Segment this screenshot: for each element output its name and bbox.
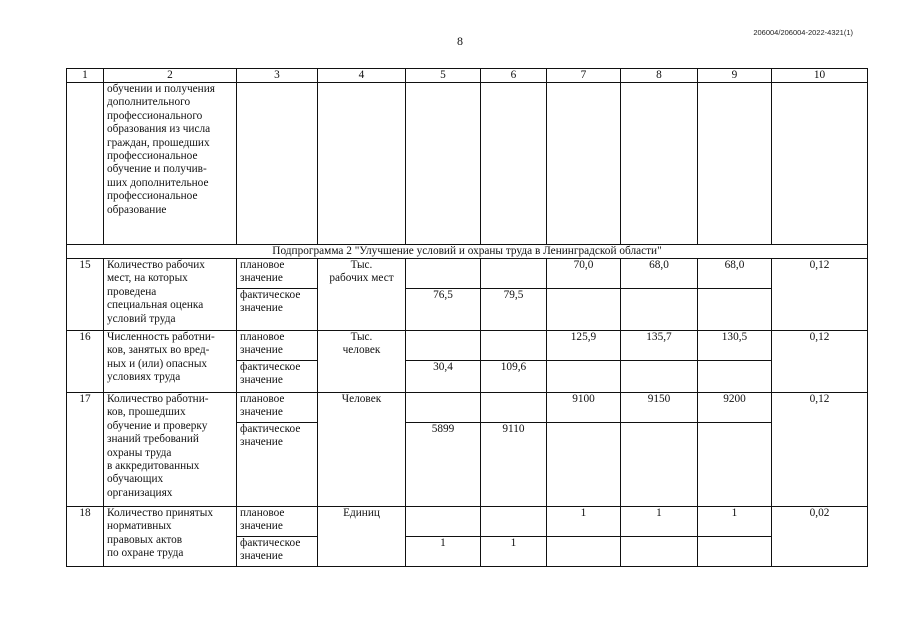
value-cell: 30,4 bbox=[406, 361, 481, 393]
value-cell: 9150 bbox=[621, 393, 698, 423]
column-number: 6 bbox=[481, 69, 547, 83]
value-cell bbox=[547, 289, 621, 331]
value-cell: 109,6 bbox=[481, 361, 547, 393]
value-cell bbox=[621, 537, 698, 567]
fact-label: фактическое значение bbox=[237, 361, 318, 393]
column-number: 5 bbox=[406, 69, 481, 83]
column-number: 2 bbox=[104, 69, 237, 83]
subprogram-title: Подпрограмма 2 "Улучшение условий и охраны труда в Ленинградской области" bbox=[67, 245, 868, 259]
document-code: 206004/206004-2022-4321(1) bbox=[753, 28, 853, 37]
unit: Тыс. рабочих мест bbox=[318, 259, 406, 331]
value-cell: 9110 bbox=[481, 423, 547, 507]
column-number: 7 bbox=[547, 69, 621, 83]
value-cell: 125,9 bbox=[547, 331, 621, 361]
indicator-name: обучении и получения дополнительного профессионального образования из числа граждан, прошедших профессиональное обучение и получив- ших дополнительное профессиональное образование bbox=[104, 83, 237, 245]
indicator-name: Количество рабочих мест, на которых проведена специальная оценка условий труда bbox=[104, 259, 237, 331]
plan-label: плановое значение bbox=[237, 259, 318, 289]
fact-label: фактическое значение bbox=[237, 289, 318, 331]
value-cell bbox=[621, 361, 698, 393]
value-cell: 68,0 bbox=[698, 259, 772, 289]
value-cell bbox=[481, 331, 547, 361]
value-cell bbox=[547, 361, 621, 393]
plan-label: плановое значение bbox=[237, 393, 318, 423]
indicator-name: Количество работни- ков, прошедших обучение и проверку знаний требований охраны труда в аккредитованных обучающих организациях bbox=[104, 393, 237, 507]
table-row bbox=[67, 393, 868, 423]
row-number: 18 bbox=[67, 507, 104, 567]
column-number: 10 bbox=[772, 69, 868, 83]
value-cell: 9100 bbox=[547, 393, 621, 423]
plan-label: плановое значение bbox=[237, 507, 318, 537]
indicator-name: Численность работни- ков, занятых во вред- ных и (или) опасных условиях труда bbox=[104, 331, 237, 393]
value-cell: 130,5 bbox=[698, 331, 772, 361]
column-number: 3 bbox=[237, 69, 318, 83]
value-cell: 68,0 bbox=[621, 259, 698, 289]
value-cell bbox=[547, 423, 621, 507]
value-cell: 135,7 bbox=[621, 331, 698, 361]
value-cell bbox=[698, 537, 772, 567]
unit: Человек bbox=[318, 393, 406, 507]
table-row bbox=[67, 507, 868, 537]
weight-cell: 0,12 bbox=[772, 393, 868, 507]
value-cell bbox=[406, 393, 481, 423]
value-cell bbox=[547, 537, 621, 567]
value-cell bbox=[481, 393, 547, 423]
value-cell bbox=[481, 259, 547, 289]
value-cell: 1 bbox=[547, 507, 621, 537]
value-cell bbox=[621, 423, 698, 507]
fact-label: фактическое значение bbox=[237, 537, 318, 567]
value-cell: 9200 bbox=[698, 393, 772, 423]
value-cell bbox=[481, 507, 547, 537]
value-cell: 76,5 bbox=[406, 289, 481, 331]
column-number: 8 bbox=[621, 69, 698, 83]
column-number: 1 bbox=[67, 69, 104, 83]
column-number: 9 bbox=[698, 69, 772, 83]
value-cell: 1 bbox=[481, 537, 547, 567]
value-cell: 1 bbox=[406, 537, 481, 567]
column-numbers-row bbox=[67, 69, 868, 83]
table-row bbox=[67, 259, 868, 289]
value-cell bbox=[698, 361, 772, 393]
value-cell: 70,0 bbox=[547, 259, 621, 289]
row-number: 15 bbox=[67, 259, 104, 331]
row-number: 17 bbox=[67, 393, 104, 507]
subprogram-row bbox=[67, 245, 868, 259]
fact-label: фактическое значение bbox=[237, 423, 318, 507]
value-cell bbox=[698, 423, 772, 507]
column-number: 4 bbox=[318, 69, 406, 83]
value-cell: 5899 bbox=[406, 423, 481, 507]
unit: Единиц bbox=[318, 507, 406, 567]
weight-cell: 0,02 bbox=[772, 507, 868, 567]
page-number: 8 bbox=[457, 34, 463, 48]
value-cell bbox=[406, 507, 481, 537]
plan-label: плановое значение bbox=[237, 331, 318, 361]
value-cell bbox=[406, 259, 481, 289]
value-cell: 1 bbox=[698, 507, 772, 537]
weight-cell: 0,12 bbox=[772, 259, 868, 331]
indicators-table bbox=[66, 68, 868, 567]
unit: Тыс. человек bbox=[318, 331, 406, 393]
weight-cell: 0,12 bbox=[772, 331, 868, 393]
continued-row bbox=[67, 83, 868, 245]
value-cell bbox=[698, 289, 772, 331]
value-cell: 1 bbox=[621, 507, 698, 537]
value-cell bbox=[621, 289, 698, 331]
row-number: 16 bbox=[67, 331, 104, 393]
table-row bbox=[67, 331, 868, 361]
value-cell bbox=[406, 331, 481, 361]
indicator-name: Количество принятых нормативных правовых актов по охране труда bbox=[104, 507, 237, 567]
value-cell: 79,5 bbox=[481, 289, 547, 331]
